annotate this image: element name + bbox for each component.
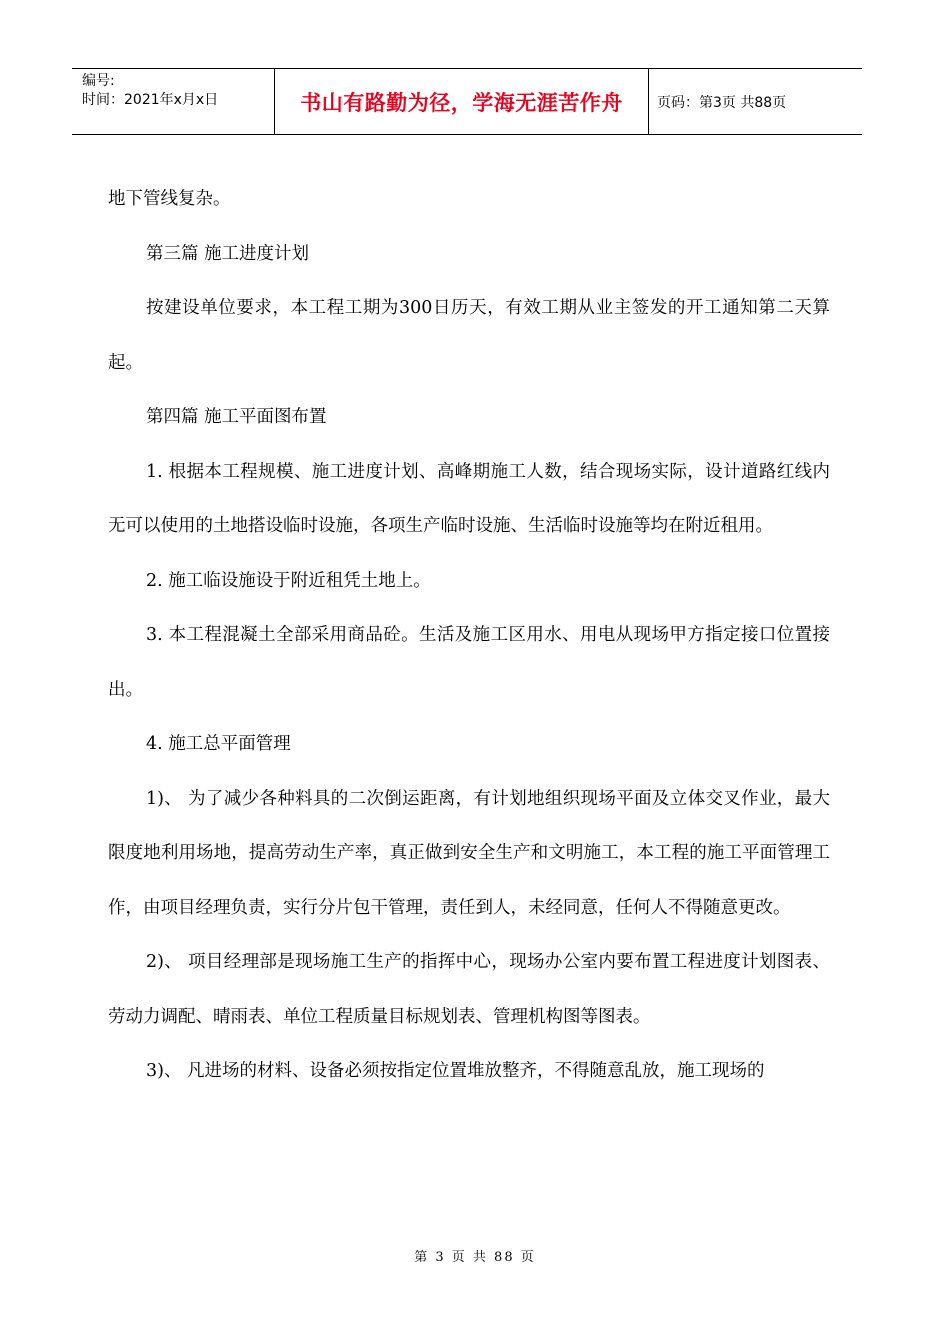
header-motto: 书山有路勤为径，学海无涯苦作舟 xyxy=(274,69,649,134)
number-label: 编号: xyxy=(82,73,115,89)
paragraph: 3)、 凡进场的材料、设备必须按指定位置堆放整齐，不得随意乱放，施工现场的 xyxy=(146,1061,765,1081)
section-heading: 第四篇 施工平面图布置 xyxy=(146,407,327,427)
paragraph: 2)、 项目经理部是现场施工生产的指挥中心，现场办公室内要布置工程进度计划图表、劳动力调配、晴雨表、单位工程质量目标规划表、管理机构图等图表。 xyxy=(108,952,830,1027)
time-label: 时间：2021年x月x日 xyxy=(82,92,219,108)
paragraph: 1. 根据本工程规模、施工进度计划、高峰期施工人数，结合现场实际，设计道路红线内无可以使用的土地搭设临时设施，各项生产临时设施、生活临时设施等均在附近租用。 xyxy=(108,461,830,536)
page-footer: 第 3 页 共 88 页 xyxy=(414,1250,536,1265)
paragraph: 3. 本工程混凝土全部采用商品砼。生活及施工区用水、用电从现场甲方指定接口位置接出。 xyxy=(108,625,830,700)
paragraph: 1)、 为了减少各种料具的二次倒运距离，有计划地组织现场平面及立体交叉作业，最大限度地利用场地，提高劳动生产率，真正做到安全生产和文明施工，本工程的施工平面管理工作，由项目经理负责，实行分片包干管理，责任到人，未经同意，任何人不得随意更改。 xyxy=(108,788,830,918)
document-header xyxy=(72,68,862,135)
header-meta xyxy=(72,69,274,134)
paragraph: 4. 施工总平面管理 xyxy=(146,734,291,754)
document-body xyxy=(108,172,830,1099)
header-page-code: 页码：第3页 共88页 xyxy=(657,94,787,111)
paragraph: 地下管线复杂。 xyxy=(108,189,231,209)
paragraph: 2. 施工临设施设于附近租凭土地上。 xyxy=(146,570,431,591)
section-heading: 第三篇 施工进度计划 xyxy=(146,243,310,264)
paragraph: 按建设单位要求，本工程工期为300日历天，有效工期从业主签发的开工通知第二天算起。 xyxy=(108,298,830,373)
